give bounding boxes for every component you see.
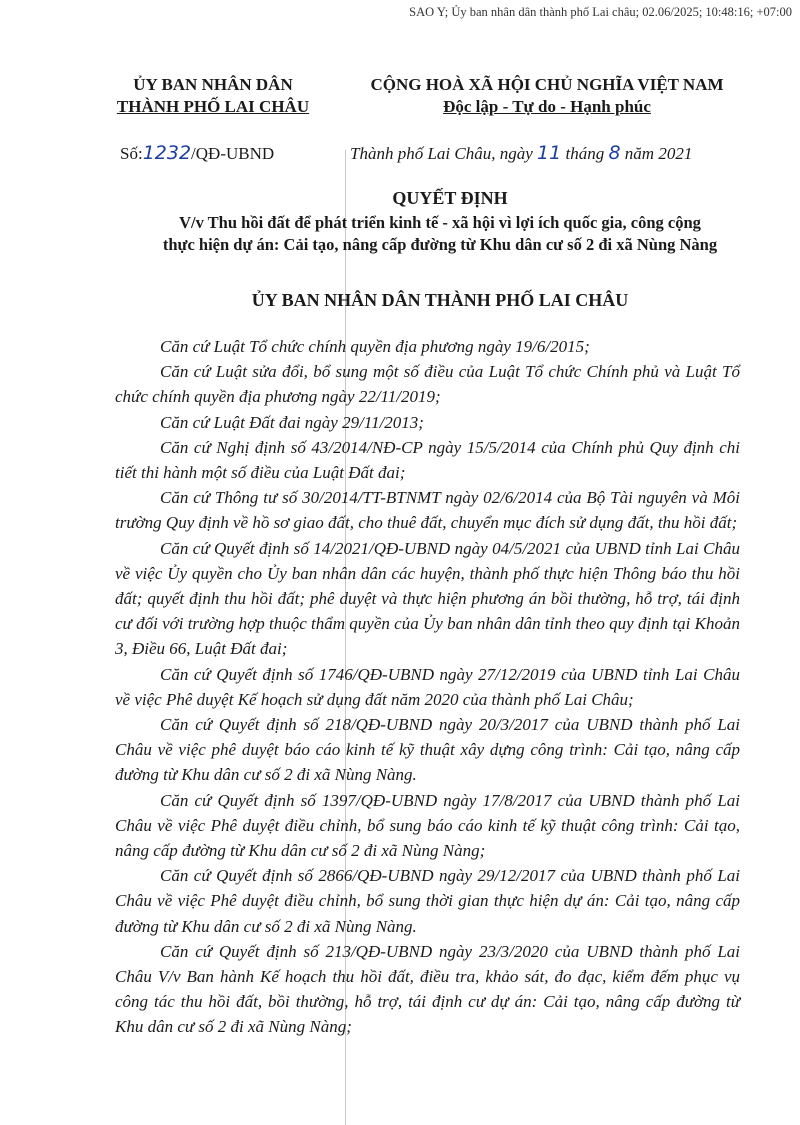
number-suffix: /QĐ-UBND xyxy=(191,144,275,163)
subject-line-1: V/v Thu hồi đất để phát triển kinh tế - xã hội vì lợi ích quốc gia, công cộng xyxy=(179,213,701,232)
month-label: tháng xyxy=(561,144,609,163)
org-line-1: ỦY BAN NHÂN DÂN xyxy=(133,75,293,94)
digital-copy-stamp: SAO Y; Ủy ban nhân dân thành phố Lai châu; 02.06/2025; 10:48:16; +07:00 xyxy=(409,5,792,19)
national-header xyxy=(352,74,742,118)
legal-basis-list xyxy=(115,334,740,1040)
subject-line-2: thực hiện dự án: Cải tạo, nâng cấp đường từ Khu dân cư số 2 đi xã Nùng Nàng xyxy=(162,235,718,254)
legal-basis-paragraph: Căn cứ Luật Đất đai ngày 29/11/2013; xyxy=(160,412,424,432)
org-line-2: THÀNH PHỐ LAI CHÂU xyxy=(116,97,310,116)
document-number xyxy=(120,142,274,164)
handwritten-day: 11 xyxy=(537,142,562,164)
legal-basis-paragraph: Căn cứ Quyết định số 14/2021/QĐ-UBND ngày 04/5/2021 của UBND tỉnh Lai Châu về việc Ủy quyền cho Ủy ban nhân dân các huyện, thành phố thực hiện Thông báo thu hồi đất; quyết định thu hồi đất; phê duyệt và thực hiện phương án bồi thường, hỗ trợ, tái định cư đối với trường hợp thuộc thẩm quyền của Ủy ban nhân dân tỉnh theo quy định tại Khoản 3, Điều 66, Luật Đất đai; xyxy=(115,538,740,659)
legal-basis-paragraph: Căn cứ Quyết định số 213/QĐ-UBND ngày 23/3/2020 của UBND thành phố Lai Châu V/v Ban hành Kế hoạch thu hồi đất, điều tra, khảo sát, đo đạc, kiểm đếm phục vụ công tác thu hồi đất, bồi thường, hỗ trợ, tái định cư dự án: Cải tạo, nâng cấp đường từ Khu dân cư số 2 đi xã Nùng Nàng; xyxy=(115,941,740,1037)
legal-basis-paragraph: Căn cứ Luật Tổ chức chính quyền địa phương ngày 19/6/2015; xyxy=(160,337,590,356)
nation-name: CỘNG HOÀ XÃ HỘI CHỦ NGHĨA VIỆT NAM xyxy=(370,75,724,94)
handwritten-number: 1232 xyxy=(142,142,192,164)
legal-basis-paragraph: Căn cứ Quyết định số 1746/QĐ-UBND ngày 27/12/2019 của UBND tỉnh Lai Châu về việc Phê duyệt Kế hoạch sử dụng đất năm 2020 của thành phố Lai Châu; xyxy=(115,664,740,709)
issuing-organization xyxy=(108,74,318,118)
place-prefix: Thành phố Lai Châu, ngày xyxy=(350,144,538,163)
legal-basis-paragraph: Căn cứ Quyết định số 1397/QĐ-UBND ngày 17/8/2017 của UBND thành phố Lai Châu về việc Phê duyệt điều chỉnh, bổ sung báo cáo kinh tế kỹ thuật công trình: Cải tạo, nâng cấp đường từ Khu dân cư số 2 đi xã Nùng Nàng; xyxy=(115,790,740,861)
number-prefix: Số: xyxy=(120,144,143,163)
legal-basis-paragraph: Căn cứ Nghị định số 43/2014/NĐ-CP ngày 15/5/2014 của Chính phủ Quy định chi tiết thi hành một số điều của Luật Đất đai; xyxy=(115,437,740,483)
document-type: QUYẾT ĐỊNH xyxy=(392,188,508,208)
legal-basis-paragraph: Căn cứ Thông tư số 30/2014/TT-BTNMT ngày 02/6/2014 của Bộ Tài nguyên và Môi trường Quy định về hồ sơ giao đất, cho thuê đất, chuyển mục đích sử dụng đất, thu hồi đất; xyxy=(115,488,740,533)
issuing-authority-heading: ỦY BAN NHÂN DÂN THÀNH PHỐ LAI CHÂU xyxy=(251,290,629,310)
legal-basis-paragraph: Căn cứ Quyết định số 218/QĐ-UBND ngày 20/3/2017 của UBND thành phố Lai Châu về việc phê duyệt báo cáo kinh tế kỹ thuật xây dựng công trình: Cải tạo, nâng cấp đường từ Khu dân cư số 2 đi xã Nùng Nàng. xyxy=(115,715,740,785)
legal-basis-paragraph: Căn cứ Luật sửa đổi, bổ sung một số điều của Luật Tổ chức Chính phủ và Luật Tổ chức chính quyền địa phương ngày 22/11/2019; xyxy=(115,362,740,407)
national-motto: Độc lập - Tự do - Hạnh phúc xyxy=(443,97,651,116)
document-subject xyxy=(100,212,780,256)
year-label: năm 2021 xyxy=(620,144,693,163)
legal-basis-paragraph: Căn cứ Quyết định số 2866/QĐ-UBND ngày 29/12/2017 của UBND thành phố Lai Châu về việc Phê duyệt điều chỉnh, bổ sung thời gian thực hiện dự án: Cải tạo, nâng cấp đường từ Khu dân cư số 2 đi xã Nùng Nàng. xyxy=(115,866,740,936)
place-and-date xyxy=(350,142,692,164)
handwritten-month: 8 xyxy=(608,142,621,164)
